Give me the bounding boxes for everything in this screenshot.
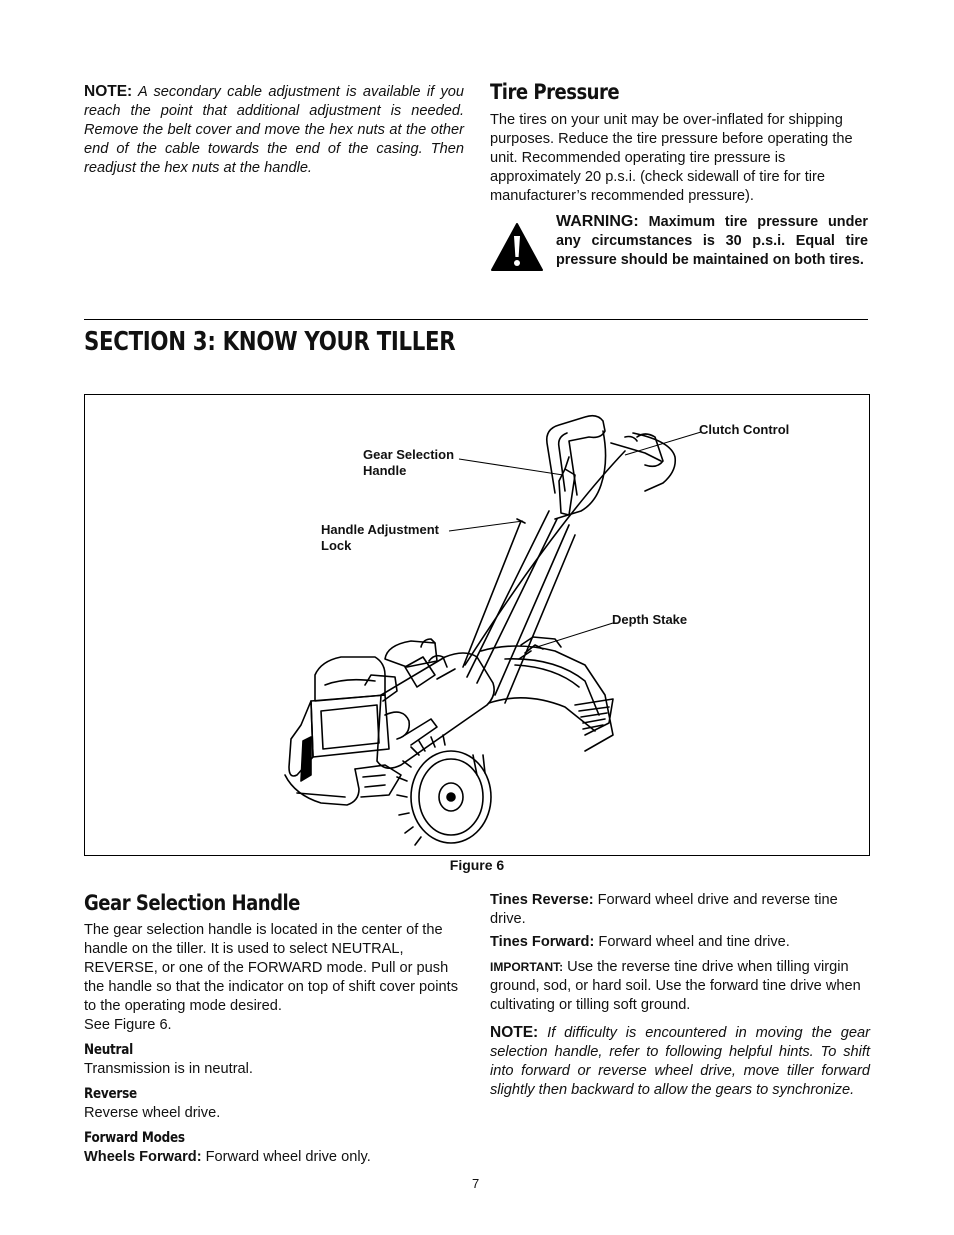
wheels-forward <box>84 1148 464 1167</box>
gear-selection-body: The gear selection handle is located in the center of the handle on the tiller. It is used to select NEUTRAL, REVERSE, or one of the FORWARD mode. Pull or push the handle so that the indicator on top of shift cover points to the operating mode desired. <box>84 922 459 1014</box>
warning-triangle-icon <box>490 222 544 272</box>
gear-selection-heading: Gear Selection Handle <box>84 891 300 915</box>
wheels-forward-text: Forward wheel drive only. <box>201 1149 371 1165</box>
important-label: IMPORTANT: <box>490 960 564 974</box>
see-figure-text: See Figure 6. <box>84 1017 172 1033</box>
gear-selection-section <box>84 891 464 1167</box>
label-gear-selection-handle <box>363 447 454 479</box>
label-line: Handle Adjustment <box>321 522 439 537</box>
reverse-heading: Reverse <box>84 1086 137 1102</box>
bottom-note <box>490 1023 870 1100</box>
figure-6 <box>84 394 870 856</box>
label-clutch-control: Clutch Control <box>699 422 790 437</box>
tines-forward-text: Forward wheel and tine drive. <box>594 934 790 950</box>
forward-modes-heading: Forward Modes <box>84 1130 185 1146</box>
tire-pressure-section <box>490 80 870 206</box>
tines-modes-section <box>490 891 870 1100</box>
label-depth-stake: Depth Stake <box>612 612 688 627</box>
reverse-text: Reverse wheel drive. <box>84 1105 221 1121</box>
wheels-forward-label: Wheels Forward: <box>84 1149 202 1165</box>
note-label: NOTE: <box>84 83 133 100</box>
tire-pressure-heading: Tire Pressure <box>490 80 620 104</box>
label-line: Lock <box>321 538 352 553</box>
warning-block <box>556 212 868 270</box>
figure-caption: Figure 6 <box>449 857 505 873</box>
label-line: Gear Selection <box>363 447 455 462</box>
important-note <box>490 958 870 1015</box>
tines-forward-label: Tines Forward: <box>490 934 595 950</box>
tines-reverse <box>490 891 870 929</box>
tines-forward <box>490 933 870 952</box>
tines-reverse-text: Forward wheel drive and reverse tine drive. <box>490 892 838 927</box>
note-text: A secondary cable adjustment is available if you reach the point that additional adjustment is needed. Remove the belt cover and move the hex nuts at the other end of the cable towards the end of the casing. Then readjust the hex nuts at the handle. <box>84 84 464 176</box>
page-number: 7 <box>472 1176 480 1191</box>
note-label: NOTE: <box>490 1024 539 1041</box>
neutral-text: Transmission is in neutral. <box>84 1061 253 1077</box>
label-handle-adjustment-lock <box>321 522 439 554</box>
note-text: If difficulty is encountered in moving the gear selection handle, refer to following helpful hints. To shift into forward or reverse wheel drive, move tiller forward slightly then backward to allow the gears to synchronize. <box>490 1025 870 1098</box>
warning-text: Maximum tire pressure under any circumstances is 30 p.s.i. Equal tire pressure should be maintained on both tires. <box>556 214 868 268</box>
neutral-heading: Neutral <box>84 1042 133 1058</box>
tiller-illustration <box>85 395 871 857</box>
top-note <box>84 82 464 178</box>
section-title: SECTION 3: KNOW YOUR TILLER <box>84 327 456 357</box>
tines-reverse-label: Tines Reverse: <box>490 892 594 908</box>
warning-label: WARNING: <box>556 213 639 230</box>
section-divider <box>84 319 868 320</box>
important-text: Use the reverse tine drive when tilling virgin ground, sod, or hard soil. Use the forward tine drive when cultivating or tilling soft ground. <box>490 959 861 1013</box>
label-line: Handle <box>363 463 407 478</box>
tire-pressure-body: The tires on your unit may be over-inflated for shipping purposes. Reduce the tire pressure before operating the unit. Recommended operating tire pressure is approximately 20 p.s.i. (check sidewall of tire for tire manufacturer’s recommended pressure). <box>490 112 853 204</box>
